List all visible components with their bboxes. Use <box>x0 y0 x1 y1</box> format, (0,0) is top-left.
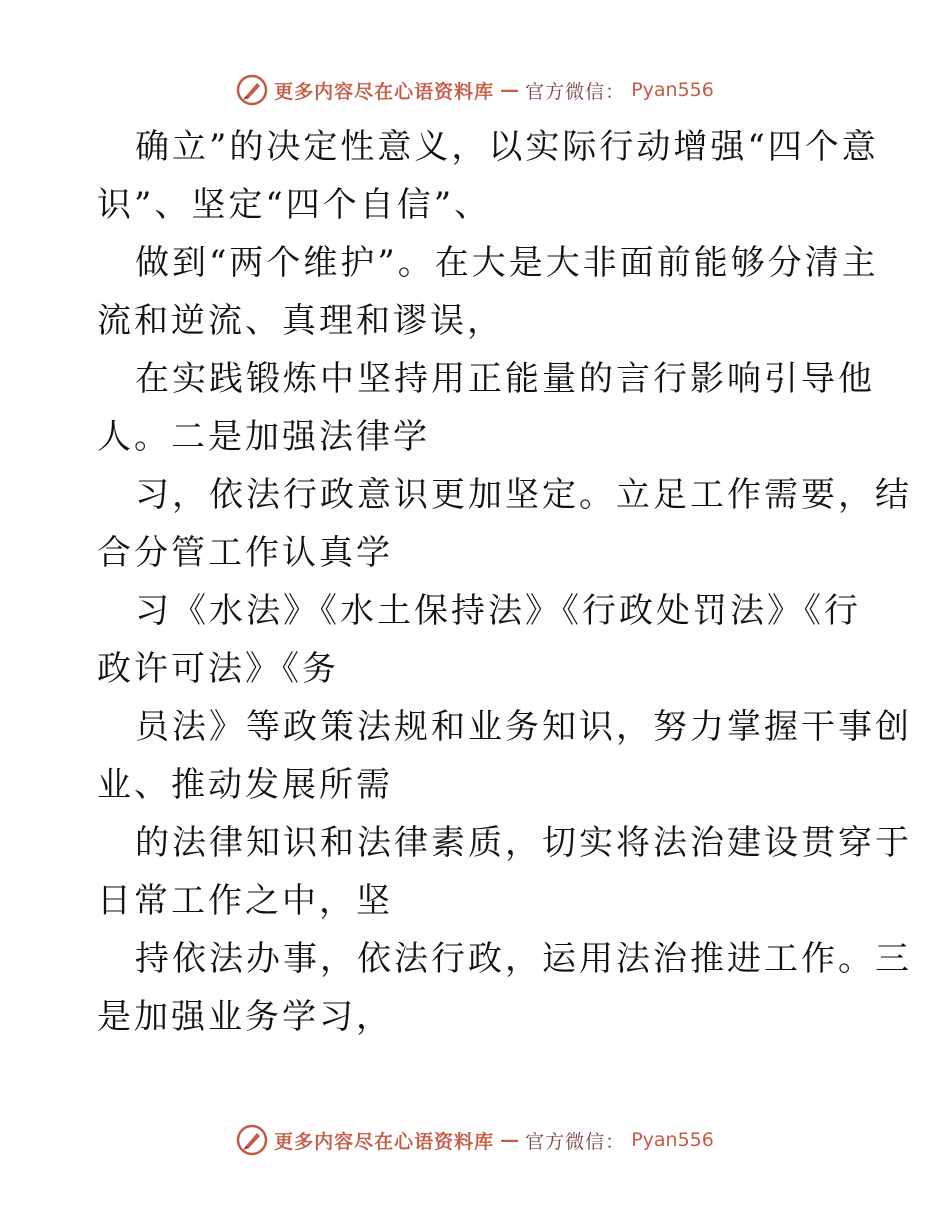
watermark-wechat-id: Pyan556 <box>631 1129 714 1151</box>
watermark-site-text: 更多内容尽在心语资料库 <box>274 1130 495 1153</box>
paragraph-line: 习《水法》《水土保持法》《行政处罚法》《行 <box>135 591 861 631</box>
quill-pen-logo-icon <box>236 1124 268 1156</box>
paragraph-line: 做到“两个维护”。在大是大非面前能够分清主 <box>135 243 879 283</box>
watermark-wechat-label: 官方微信： <box>525 80 626 103</box>
watermark-site-text: 更多内容尽在心语资料库 <box>274 80 495 103</box>
paragraph-line: 在实践锻炼中坚持用正能量的言行影响引导他 <box>135 359 875 399</box>
paragraph-line: 员法》等政策法规和业务知识，努力掌握干事创 <box>135 707 912 747</box>
paragraph <box>97 582 867 698</box>
paragraph <box>97 350 875 466</box>
paragraph-line: 流和逆流、真理和谬误， <box>97 301 504 341</box>
paragraph-line: 政许可法》《务 <box>97 649 339 689</box>
paragraph-line: 合分管工作认真学 <box>97 533 393 573</box>
footer-watermark <box>0 1124 950 1156</box>
paragraph-line: 业、推动发展所需 <box>97 765 393 805</box>
paragraph-line: 持依法办事，依法行政，运用法治推进工作。三 <box>135 939 912 979</box>
watermark-wechat-id: Pyan556 <box>631 79 714 101</box>
paragraph <box>97 930 912 1046</box>
paragraph-line: 习，依法行政意识更加坚定。立足工作需要，结 <box>135 475 912 515</box>
watermark-wechat-label: 官方微信： <box>525 1130 626 1153</box>
quill-pen-logo-icon <box>236 74 268 106</box>
paragraph <box>97 118 879 234</box>
watermark-dash: — <box>500 79 520 101</box>
paragraph <box>97 698 912 814</box>
paragraph-line: 人。二是加强法律学 <box>97 417 430 457</box>
watermark-dash: — <box>500 1129 520 1151</box>
document-body <box>97 118 912 1046</box>
paragraph <box>97 234 879 350</box>
paragraph-line: 的法律知识和法律素质，切实将法治建设贯穿于 <box>135 823 912 863</box>
paragraph <box>97 814 912 930</box>
header-watermark <box>0 74 950 106</box>
paragraph-line: 是加强业务学习， <box>97 997 393 1037</box>
paragraph-line: 识”、坚定“四个自信”、 <box>97 185 492 225</box>
paragraph-line: 日常工作之中，坚 <box>97 881 393 921</box>
paragraph-line: 确立”的决定性意义，以实际行动增强“四个意 <box>135 127 879 167</box>
paragraph <box>97 466 912 582</box>
